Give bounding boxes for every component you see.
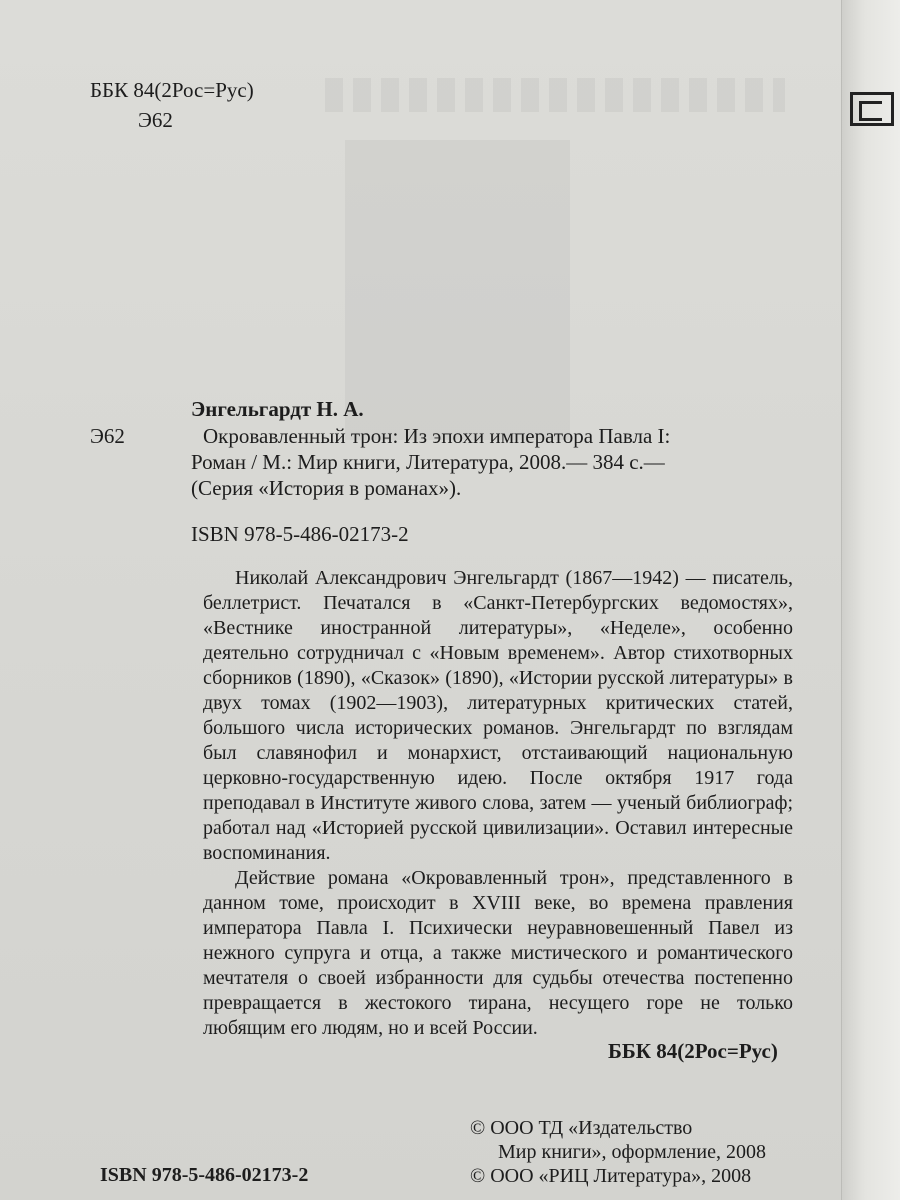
show-through-lettering [180, 270, 209, 347]
meander-ornament-icon [850, 92, 894, 126]
title-line-1: Окровавленный трон: Из эпохи императора Павла I: [203, 424, 671, 448]
show-through-cover-image [345, 140, 570, 440]
bbk-header: ББК 84(2Рос=Рус) [90, 78, 254, 102]
copyright-block [470, 1116, 766, 1188]
author-code: Э62 [90, 424, 125, 448]
annotation-paragraph-1: Николай Александрович Энгельгардт (1867—1942) — писатель, беллетрист. Печатался в «Санкт-Петербургских ведомостях», «Вестнике иностранной литературы», «Неделе», особенно деятельно сотрудничал с «Новым временем». Автор стихотворных сборников (1890), «Сказок» (1890), «Истории русской литературы» в двух томах (1902—1903), литературных критических статей, большого числа исторических романов. Энгельгардт по взглядам был славянофил и монархист, отстаивающий национальную церковно-государственную идею. После октября 1917 года преподавал в Институте живого слова, затем — ученый библиограф; работал над «Историей русской цивилизации». Оставил интересные воспоминания. [203, 567, 793, 864]
bbk-footer: ББК 84(2Рос=Рус) [608, 1039, 778, 1063]
annotation [203, 566, 793, 1041]
facing-page-edge [841, 0, 900, 1200]
copyright-line-2: Мир книги», оформление, 2008 [498, 1141, 766, 1163]
title-line-2: Роман / М.: Мир книги, Литература, 2008.— 384 с.— [191, 450, 665, 474]
copyright-line-3: © ООО «РИЦ Литература», 2008 [470, 1165, 752, 1187]
copyright-line-1: © ООО ТД «Издательство [470, 1117, 693, 1139]
show-through-ornament [325, 78, 785, 112]
annotation-paragraph-2: Действие романа «Окровавленный трон», представленного в данном томе, происходит в XVIII веке, во времена правления императора Павла I. Психически неуравновешенный Павел из нежного супруга и отца, а также мистического и романтического мечтателя о своей избранности для судьбы отечества постепенно превращается в жестокого тирана, несущего горе не только любящим его людям, но и всей России. [203, 867, 793, 1039]
isbn-footer: ISBN 978-5-486-02173-2 [100, 1164, 309, 1186]
isbn: ISBN 978-5-486-02173-2 [191, 522, 409, 546]
author-code-header: Э62 [138, 108, 173, 132]
author-name: Энгельгардт Н. А. [191, 397, 364, 421]
title-line-3: (Серия «История в романах»). [191, 476, 462, 500]
